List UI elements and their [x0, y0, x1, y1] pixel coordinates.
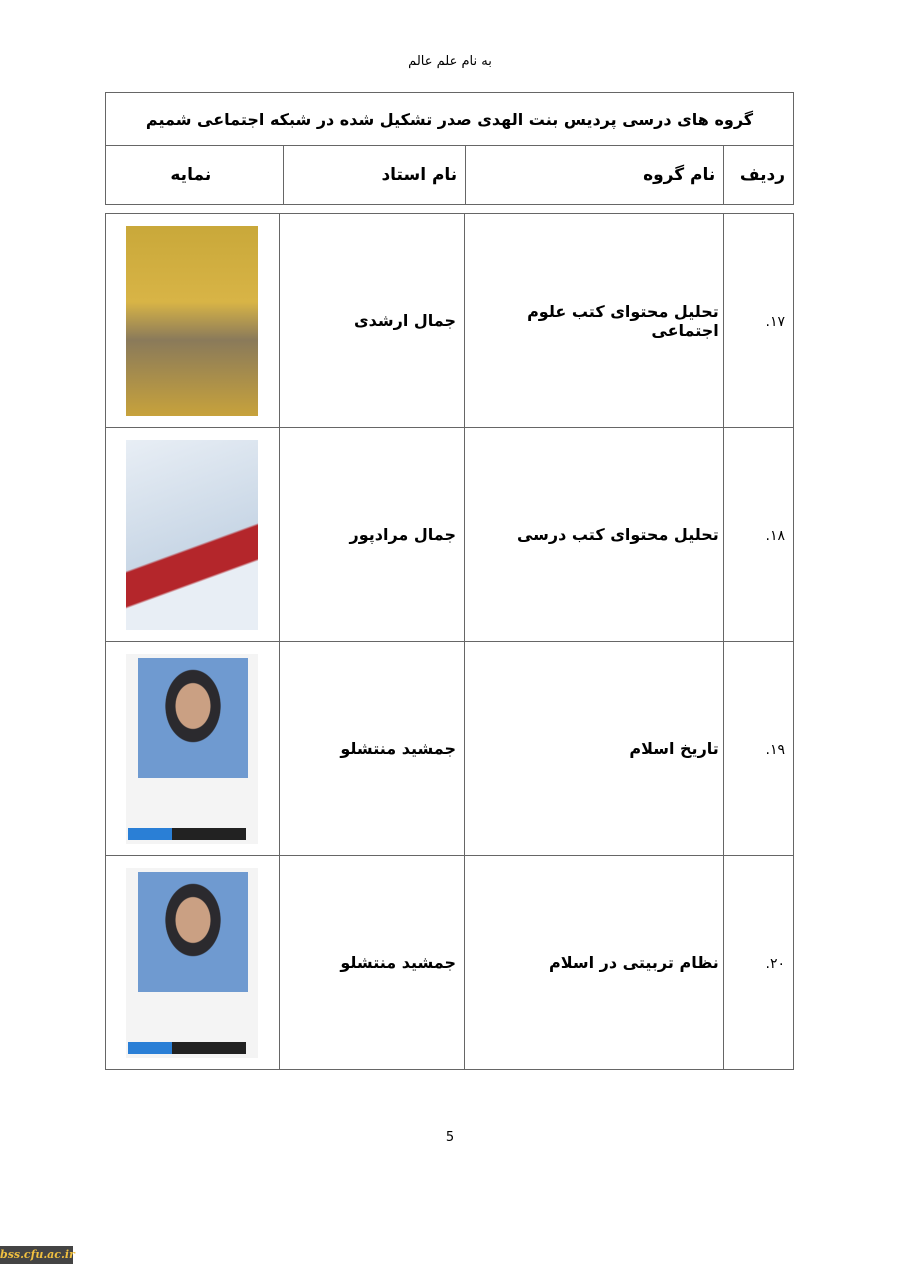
teacher-name: جمشید منتشلو	[279, 642, 465, 856]
row-number: ۲۰.	[765, 956, 785, 972]
row-number: ۱۷.	[765, 314, 785, 330]
group-name: تحلیل محتوای کتب علوم اجتماعی	[465, 214, 724, 428]
group-name: تحلیل محتوای کتب درسی	[465, 428, 724, 642]
group-name: نظام تربیتی در اسلام	[465, 856, 724, 1070]
column-header-image: نمایه	[106, 146, 284, 205]
table-row	[106, 214, 794, 428]
profile-photo-image	[126, 868, 258, 1058]
book-cover-image	[126, 226, 258, 416]
row-number: ۱۸.	[765, 528, 785, 544]
table-row	[106, 856, 794, 1070]
groups-table	[105, 213, 794, 1070]
table-row	[106, 642, 794, 856]
group-name: تاریخ اسلام	[465, 642, 724, 856]
header-line: به نام علم عالم	[408, 54, 492, 69]
table-title: گروه های درسی پردیس بنت الهدی صدر تشکیل شده در شبکه اجتماعی شمیم	[106, 93, 794, 146]
teacher-name: جمال ارشدی	[279, 214, 465, 428]
page-number: 5	[445, 1130, 455, 1145]
column-header-teacher: نام استاد	[283, 146, 466, 205]
column-header-row-number: ردیف	[724, 146, 794, 205]
teacher-name: جمشید منتشلو	[279, 856, 465, 1070]
header-table	[105, 92, 794, 205]
watermark: bss.cfu.ac.ir	[0, 1246, 73, 1264]
teacher-name: جمال مرادپور	[279, 428, 465, 642]
table-row	[106, 428, 794, 642]
book-cover-image	[126, 440, 258, 630]
column-header-group-name: نام گروه	[466, 146, 724, 205]
profile-photo-image	[126, 654, 258, 844]
row-number: ۱۹.	[765, 742, 785, 758]
